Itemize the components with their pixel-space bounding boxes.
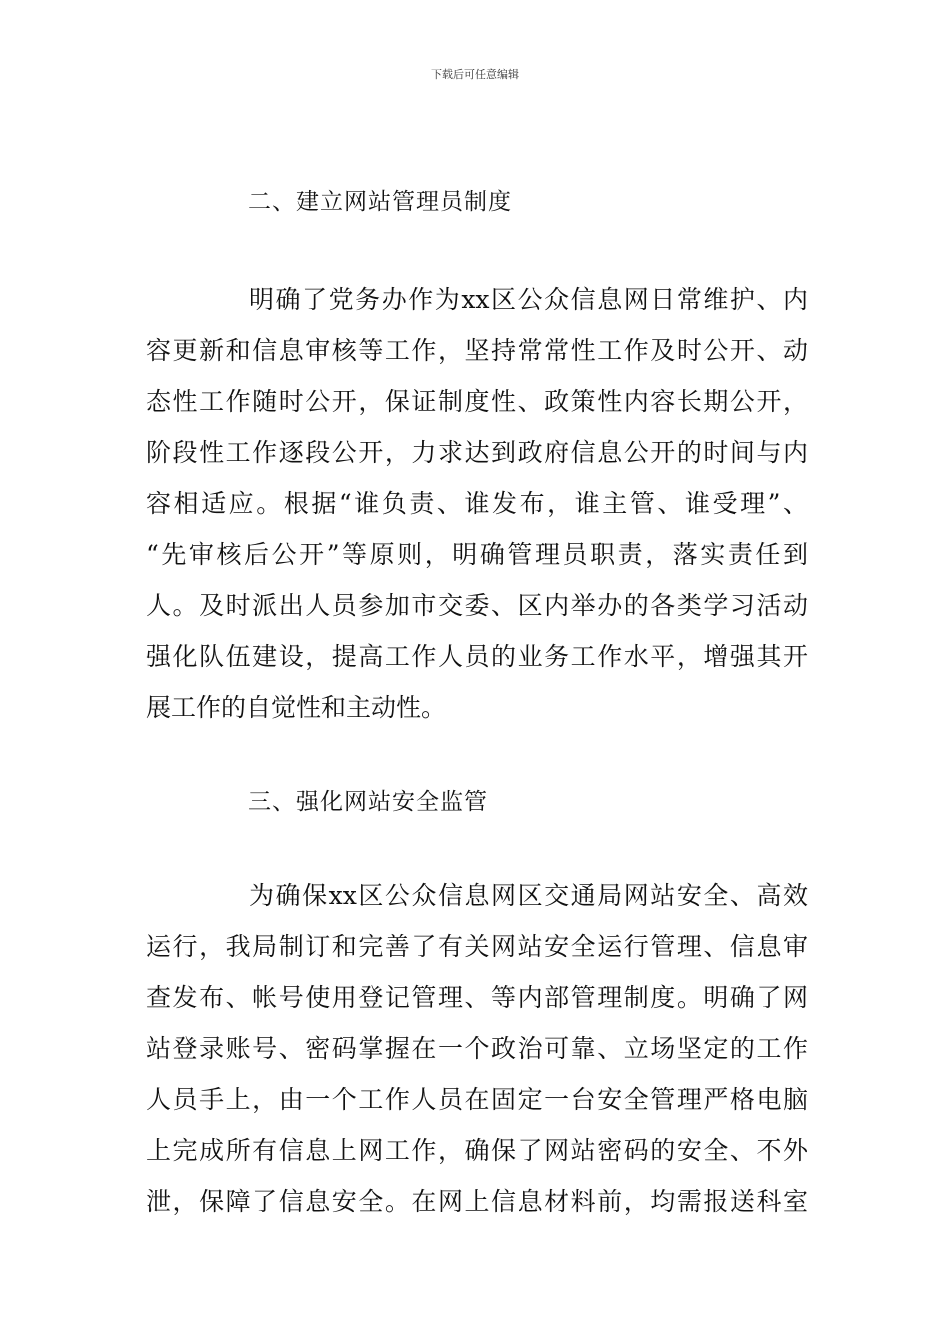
paragraph-line: 运行，我局制订和完善了有关网站安全运行管理、信息审 <box>146 932 808 961</box>
paragraph-line: 强化队伍建设，提高工作人员的业务工作水平，增强其开 <box>146 642 808 671</box>
page-header-note: 下载后可任意编辑 <box>431 68 519 81</box>
paragraph-line: 展工作的自觉性和主动性。 <box>146 693 447 722</box>
paragraph-line: 人。及时派出人员参加市交委、区内举办的各类学习活动 <box>146 591 808 620</box>
paragraph-line: “先审核后公开”等原则，明确管理员职责，落实责任到 <box>146 540 808 569</box>
paragraph-line: 阶段性工作逐段公开，力求达到政府信息公开的时间与内 <box>146 438 808 467</box>
section-heading-admin-system: 二、建立网站管理员制度 <box>248 189 512 215</box>
section-heading-security: 三、强化网站安全监管 <box>248 789 488 815</box>
paragraph-line: 容更新和信息审核等工作，坚持常常性工作及时公开、动 <box>146 336 808 365</box>
paragraph-line: 人员手上，由一个工作人员在固定一台安全管理严格电脑 <box>146 1085 808 1114</box>
paragraph-line: 泄，保障了信息安全。在网上信息材料前，均需报送科室 <box>146 1187 808 1216</box>
paragraph-line: 容相适应。根据“谁负责、谁发布，谁主管、谁受理”、 <box>146 489 808 518</box>
paragraph-line: 上完成所有信息上网工作，确保了网站密码的安全、不外 <box>146 1136 808 1165</box>
paragraph-line: 站登录账号、密码掌握在一个政治可靠、立场坚定的工作 <box>146 1034 808 1063</box>
paragraph-security <box>146 870 808 1227</box>
paragraph-line: 为确保xx区公众信息网区交通局网站安全、高效 <box>249 881 808 910</box>
paragraph-line: 明确了党务办作为xx区公众信息网日常维护、内 <box>249 285 808 314</box>
paragraph-line: 态性工作随时公开，保证制度性、政策性内容长期公开， <box>146 387 808 416</box>
paragraph-line: 查发布、帐号使用登记管理、等内部管理制度。明确了网 <box>146 983 808 1012</box>
paragraph-admin-system <box>146 274 808 733</box>
